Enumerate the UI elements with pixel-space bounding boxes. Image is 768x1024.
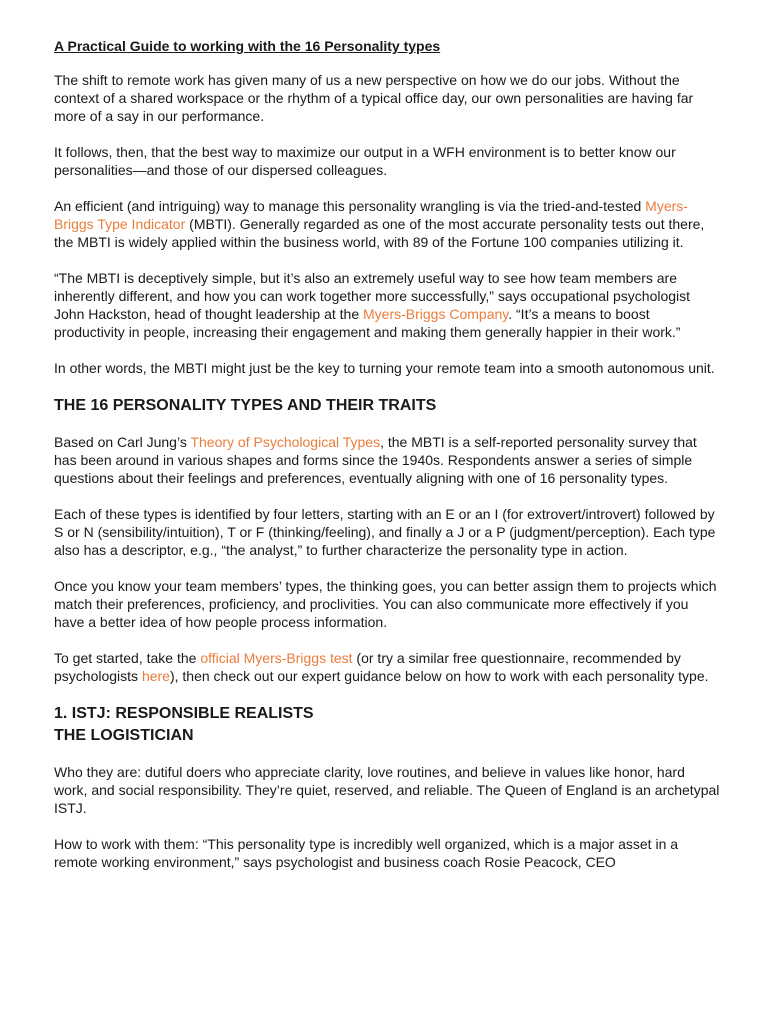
paragraph-hackston-quote	[54, 269, 722, 341]
heading-personality-types: THE 16 PERSONALITY TYPES AND THEIR TRAITS	[54, 397, 437, 414]
heading-istj	[54, 703, 722, 747]
text-segment: ), then check out our expert guidance below on how to work with each personality type.	[169, 668, 709, 684]
paragraph-mbti-intro	[54, 197, 722, 251]
theory-of-psychological-types-link[interactable]: Theory of Psychological Types	[190, 434, 381, 450]
official-myers-briggs-test-link[interactable]: official Myers-Briggs test	[200, 650, 353, 666]
document-title: A Practical Guide to working with the 16 Personality types	[54, 38, 441, 54]
paragraph-istj-how: How to work with them: “This personality type is incredibly well organized, which is a major asset in a remote working environment,” says psychologist and business coach Rosie Peacock, CEO	[54, 836, 679, 870]
paragraph-four-letters: Each of these types is identified by four letters, starting with an E or an I (for extrovert/introvert) followed by S or N (sensibility/intuition), T or F (thinking/feeling), and finally a J or a P (judgment/perception). Each type also has a descriptor, e.g., “the analyst,” to further characterize the personality type in action.	[54, 506, 716, 558]
paragraph-team-types: Once you know your team members’ types, the thinking goes, you can better assign them to projects which match their preferences, proficiency, and proclivities. You can also communicate more effectively if you have a better idea of how people process information.	[54, 578, 717, 630]
text-segment: . “It’s a means to boost productivity in people, increasing their engagement and making them generally happier in their work.”	[54, 306, 681, 340]
heading-istj-line1: 1. ISTJ: RESPONSIBLE REALISTS	[54, 705, 314, 722]
document-page	[54, 37, 722, 889]
text-segment: (or try a similar free questionnaire, recommended by psychologists	[54, 650, 681, 684]
paragraph-jung	[54, 433, 722, 487]
text-segment: , the MBTI is a self-reported personality survey that has been around in various shapes and forms since the 1940s. Respondents answer a series of simple questions about their feelings and preferences, eventually aligning with one of 16 personality types.	[54, 434, 697, 486]
myers-briggs-type-indicator-link[interactable]: Myers-Briggs Type Indicator	[54, 198, 688, 232]
paragraph-autonomous-unit: In other words, the MBTI might just be the key to turning your remote team into a smooth autonomous unit.	[54, 360, 715, 376]
paragraph-get-started	[54, 649, 722, 685]
text-segment: An efficient (and intriguing) way to manage this personality wrangling is via the tried-and-tested	[54, 198, 646, 214]
heading-istj-line2: THE LOGISTICIAN	[54, 727, 194, 744]
here-link[interactable]: here	[141, 668, 170, 684]
text-segment: Based on Carl Jung’s	[54, 434, 191, 450]
text-segment: (MBTI). Generally regarded as one of the most accurate personality tests out there, the MBTI is widely applied within the business world, with 89 of the Fortune 100 companies utilizing it.	[54, 216, 705, 250]
text-segment: To get started, take the	[54, 650, 201, 666]
paragraph-wfh: It follows, then, that the best way to maximize our output in a WFH environment is to better know our personalities—and those of our dispersed colleagues.	[54, 144, 676, 178]
paragraph-intro: The shift to remote work has given many of us a new perspective on how we do our jobs. Without the context of a shared workspace or the rhythm of a typical office day, our own personalities are having far more of a say in our performance.	[54, 72, 694, 124]
myers-briggs-company-link[interactable]: Myers-Briggs Company	[363, 306, 509, 322]
paragraph-istj-who: Who they are: dutiful doers who appreciate clarity, love routines, and believe in values like honor, hard work, and social responsibility. They’re quiet, reserved, and reliable. The Queen of England is an archetypal ISTJ.	[54, 764, 720, 816]
text-segment: “The MBTI is deceptively simple, but it’s also an extremely useful way to see how team members are inherently different, and how you can work together more successfully,” says occupational psychologist John Hackston, head of thought leadership at the	[54, 270, 691, 322]
